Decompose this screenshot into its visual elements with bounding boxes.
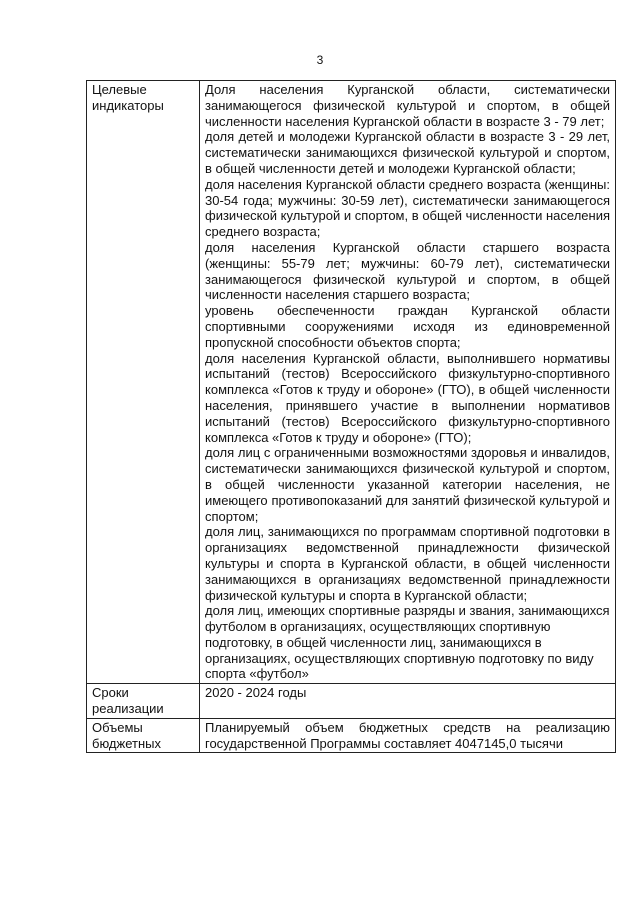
indicator-paragraph: уровень обеспеченности граждан Курганской области спортивными сооружениями исходя из единовременной пропускной способности объектов спорта; <box>205 303 610 350</box>
row-value: 2020 - 2024 годы <box>200 684 616 719</box>
table-row-budget-volume <box>87 718 616 752</box>
row-value-text: Планируемый объем бюджетных средств на реализацию государственной Программы составляет 4047145,0 тысячи <box>205 719 610 751</box>
indicator-paragraph: доля детей и молодежи Курганской области в возрасте 3 - 29 лет, систематически занимающихся физической культурой и спортом, в общей численности детей и молодежи Курганской области; <box>205 129 610 176</box>
table-row-implementation-period <box>87 684 616 719</box>
indicator-paragraph: доля населения Курганской области, выполнившего нормативы испытаний (тестов) Всероссийского физкультурно-спортивного комплекса «Готов к труду и обороне» (ГТО), в общей численности населения, принявшего участие в выполнении нормативов испытаний (тестов) Всероссийского физкультурно-спортивного комплекса «Готов к труду и обороне» (ГТО); <box>205 350 610 445</box>
row-label: Целевые индикаторы <box>87 81 200 684</box>
indicator-paragraph: доля лиц с ограниченными возможностями здоровья и инвалидов, систематически занимающихся физической культурой и спортом, в общей численности указанной категории населения, не имеющего противопоказаний для занятий физической культурой и спортом; <box>205 445 610 524</box>
program-passport-table <box>86 80 616 753</box>
page-number: 3 <box>316 53 324 67</box>
table-row-target-indicators <box>87 81 616 684</box>
indicator-paragraph: доля населения Курганской области среднего возраста (женщины: 30-54 года; мужчины: 30-59 лет), систематически занимающегося физической культурой и спортом, в общей численности населения среднего возраста; <box>205 176 610 240</box>
row-label: Сроки реализации <box>87 684 200 719</box>
row-label-text: Объемы бюджетных <box>92 719 161 751</box>
row-label <box>87 718 200 752</box>
indicator-paragraph: доля лиц, занимающихся по программам спортивной подготовки в организациях ведомственной принадлежности физической культуры и спорта в Курганской области, в общей численности занимающихся в организациях ведомственной принадлежности физической культуры и спорта в Курганской области; <box>205 524 610 603</box>
row-value <box>200 718 616 752</box>
indicator-paragraph: доля населения Курганской области старшего возраста (женщины: 55-79 лет; мужчины: 60-79 лет), систематически занимающегося физической культурой и спортом, в общей численности населения старшего возраста; <box>205 239 610 303</box>
indicator-paragraph: доля лиц, имеющих спортивные разряды и звания, занимающихся футболом в организациях, осуществляющих спортивную подготовку, в общей численности лиц, занимающихся в организациях, осуществляющих спортивную подготовку по виду спорта «футбол» <box>205 603 610 682</box>
indicator-paragraph: Доля населения Курганской области, систематически занимающегося физической культурой и спортом, в общей численности населения Курганской области в возрасте 3 - 79 лет; <box>205 82 610 129</box>
row-value <box>200 81 616 684</box>
